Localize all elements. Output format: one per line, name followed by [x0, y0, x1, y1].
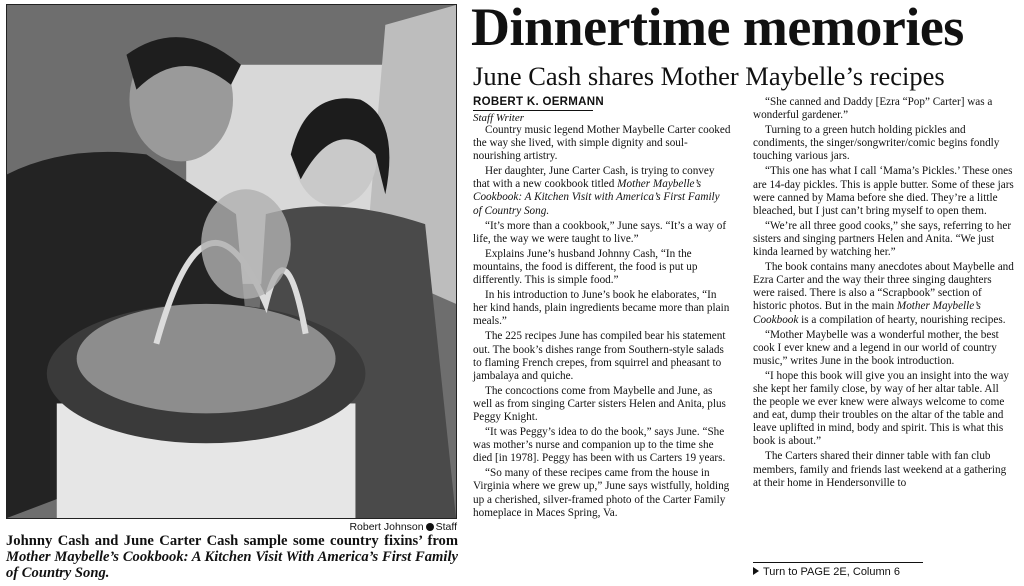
- photo-credit-role: Staff: [435, 521, 457, 533]
- paragraph: “She canned and Daddy [Ezra “Pop” Carter] was a wonderful gardener.”: [753, 96, 993, 122]
- book-title: Mother Maybelle’s Cookbook: [753, 300, 981, 326]
- paragraph-text: The book contains many anecdotes about Maybelle and Ezra Carter and the way their three singing daughters were raised. There is also a “Scrapbook” section of historic photos. But in the main: [753, 261, 1014, 313]
- book-title: Mother Maybelle’s Cookbook: A Kitchen Visit with America’s First Family of Country Song.: [473, 178, 720, 217]
- paragraph: “So many of these recipes came from the house in Virginia where we grew up,” June says wistfully, holding up a cherished, silver-framed photo of the Carter Family homeplace in Maces Spring, Va.: [473, 467, 730, 519]
- paragraph: “We’re all three good cooks,” she says, referring to her sisters and singing partners Helen and Anita. “We just kinda learned by watching her.”: [753, 219, 1012, 259]
- subhead: June Cash shares Mother Maybelle’s recipes: [473, 61, 945, 91]
- photo-credit-name: Robert Johnson: [349, 521, 424, 533]
- paragraph-text: is a compilation of hearty, nourishing recipes.: [801, 313, 1006, 326]
- paragraph-text: Her daughter, June Carter Cash, is trying to convey that with a new cookbook titled: [473, 165, 715, 191]
- paragraph: “It was Peggy’s idea to do the book,” says June. “She was mother’s nurse and companion up to the time she died [in 1978]. Peggy has been with us Carters 19 years.: [473, 426, 726, 465]
- jump-line: [753, 562, 923, 578]
- byline-rule: [473, 110, 593, 111]
- photo-illustration: [7, 5, 456, 518]
- credit-bullet-icon: [426, 523, 434, 531]
- headline: Dinnertime memories: [471, 0, 964, 57]
- paragraph: Turning to a green hutch holding pickles and condiments, the singer/songwriter/comic begins fondly touching various jars.: [753, 124, 1000, 163]
- paragraph: Country music legend Mother Maybelle Carter cooked the way she lived, with simple dignity and soul-nourishing artistry.: [473, 124, 731, 163]
- paragraph: Explains June’s husband Johnny Cash, “In the mountains, the food is different, the food is put up differently. This is simple food.”: [473, 247, 698, 287]
- food: [77, 304, 336, 414]
- news-photo: [6, 4, 457, 519]
- paragraph: “It’s more than a cookbook,” June says. “It’s a way of life, the way we were taught to live.”: [473, 219, 727, 245]
- paragraph: In his introduction to June’s book he elaborates, “In her kind hands, plain ingredients became more than plain meals.”: [473, 289, 730, 328]
- paragraph: The 225 recipes June has compiled bear his statement out. The book’s dishes range from Southern-style salads to flaming French crepes, from squirrel and pheasant to jambalaya and quiche.: [473, 330, 726, 382]
- photo-caption: [6, 533, 458, 581]
- paragraph: “Mother Maybelle was a wonderful mother, the best cook I ever knew and a legend in our world of country music,” writes June in the book introduction.: [753, 328, 999, 367]
- byline-role: Staff Writer: [473, 112, 525, 124]
- paragraph: [473, 165, 731, 217]
- triangle-right-icon: [753, 567, 759, 575]
- herb-centerpiece: [201, 189, 291, 299]
- paragraph: [753, 261, 1015, 326]
- caption-text: Johnny Cash and June Carter Cash sample some country fixins’ from: [6, 533, 458, 549]
- article-column-2: [753, 96, 1015, 492]
- paragraph: “I hope this book will give you an insight into the way she kept her family close, by way of her altar table. All the people we ever knew were always welcome to come and eat, dump their troubles on the altar of the table and leave uplifted in mind, body and spirit. This is what this book is about.”: [753, 369, 1009, 448]
- paragraph: “This one has what I call ‘Mama’s Pickles.’ These ones are 14-day pickles. This is apple butter. Some of these jars were canned by Mama before she died. They’re a little bleached, but I just can’t bring myself to open them.: [753, 165, 1014, 217]
- paragraph: The concoctions come from Maybelle and June, as well as from singing Carter sisters Helen and Anita, plus Peggy Knight.: [473, 384, 726, 423]
- paragraph: The Carters shared their dinner table with fan club members, family and friends last weekend at a gathering at their home in Hendersonville to: [753, 450, 1007, 489]
- caption-book-title: Mother Maybelle’s Cookbook: A Kitchen Visit With America’s First Family of Country Song.: [6, 549, 458, 581]
- byline-author: ROBERT K. OERMANN: [473, 96, 604, 108]
- article-column-1: [473, 124, 731, 522]
- paragraph-text: It’s more than a cookbook,” June says. “It’s a way of life, the way we were taught to live.”: [473, 219, 727, 245]
- jump-text: Turn to PAGE 2E, Column 6: [763, 566, 900, 578]
- photo-credit: [300, 521, 457, 533]
